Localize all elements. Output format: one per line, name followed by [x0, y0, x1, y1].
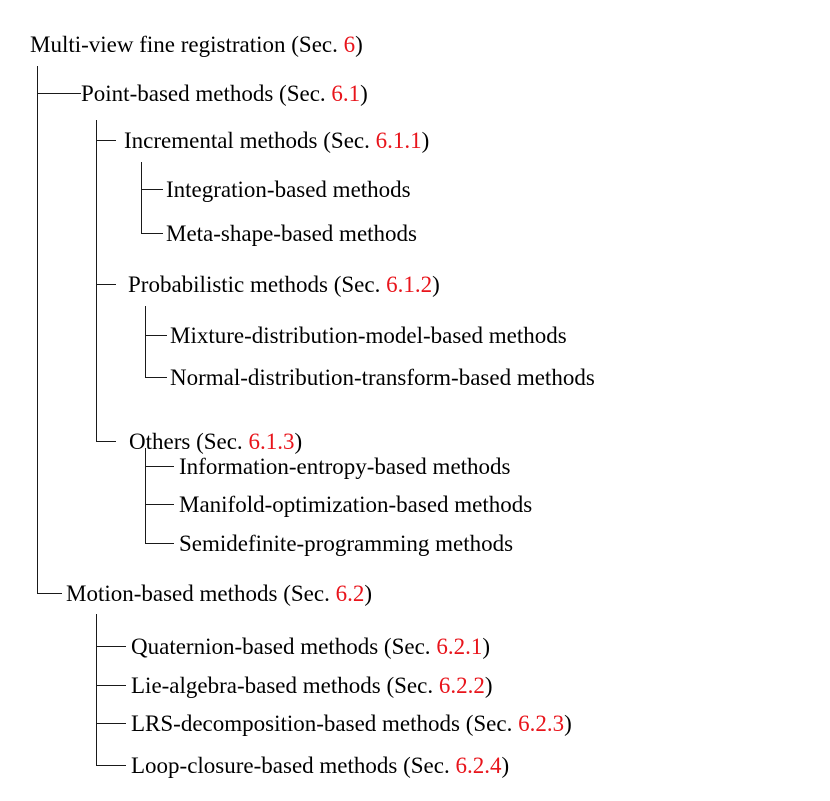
node-lrs	[131, 712, 572, 735]
node-lrs-close: )	[564, 711, 572, 736]
node-quaternion-close: )	[482, 634, 490, 659]
node-lie-algebra	[131, 674, 493, 697]
connector-point	[97, 120, 117, 442]
node-root-close: )	[355, 32, 363, 57]
node-incremental	[124, 129, 429, 152]
node-loop-closure	[131, 754, 509, 777]
node-quaternion	[131, 635, 490, 658]
node-point-based-label: Point-based methods (Sec.	[81, 81, 332, 106]
node-point-based-close: )	[360, 81, 368, 106]
node-lie-algebra-label: Lie-algebra-based methods (Sec.	[131, 673, 439, 698]
node-sdp	[179, 532, 513, 555]
node-incremental-label: Incremental methods (Sec.	[124, 128, 376, 153]
node-manifold	[179, 493, 532, 516]
connector-root	[38, 66, 63, 594]
node-point-based	[81, 82, 368, 105]
connector-incremental	[142, 162, 164, 234]
section-ref-6-2-2[interactable]: 6.2.2	[438, 673, 485, 698]
node-motion-based	[66, 582, 372, 605]
node-manifold-label: Manifold-optimization-based methods	[179, 492, 533, 517]
section-ref-6-2-3[interactable]: 6.2.3	[518, 711, 565, 736]
node-probabilistic-label: Probabilistic methods (Sec.	[128, 272, 387, 297]
node-loop-closure-close: )	[501, 753, 510, 778]
section-ref-6-2-4[interactable]: 6.2.4	[455, 753, 502, 778]
node-incremental-close: )	[421, 128, 430, 153]
node-others-label: Others (Sec.	[129, 429, 249, 454]
node-others	[129, 430, 302, 453]
node-mixture	[170, 324, 567, 347]
node-root-label: Multi-view fine registration (Sec.	[30, 32, 344, 57]
node-entropy-label: Information-entropy-based methods	[179, 454, 511, 479]
node-probabilistic	[128, 273, 440, 296]
node-sdp-label: Semidefinite-programming methods	[179, 531, 514, 556]
node-integration-label: Integration-based methods	[166, 177, 411, 202]
node-meta-shape-label: Meta-shape-based methods	[166, 221, 418, 246]
node-ndt-label: Normal-distribution-transform-based methods	[170, 365, 595, 390]
node-root	[30, 33, 363, 56]
node-loop-closure-label: Loop-closure-based methods (Sec.	[131, 753, 456, 778]
connector-probabilistic	[146, 306, 168, 378]
connector-others	[146, 448, 175, 544]
node-entropy	[179, 455, 511, 478]
section-ref-6-1-1[interactable]: 6.1.1	[375, 128, 422, 153]
connector-motion	[97, 614, 127, 766]
node-meta-shape	[166, 222, 417, 245]
node-probabilistic-close: )	[432, 272, 440, 297]
node-mixture-label: Mixture-distribution-model-based methods	[170, 323, 567, 348]
section-ref-6-2-1[interactable]: 6.2.1	[436, 634, 483, 659]
node-motion-based-close: )	[364, 581, 372, 606]
section-ref-6-2[interactable]: 6.2	[335, 581, 365, 606]
section-ref-6-1-2[interactable]: 6.1.2	[386, 272, 433, 297]
node-lrs-label: LRS-decomposition-based methods (Sec.	[131, 711, 519, 736]
node-integration	[166, 178, 411, 201]
node-others-close: )	[294, 429, 303, 454]
section-ref-6-1-3[interactable]: 6.1.3	[248, 429, 295, 454]
node-lie-algebra-close: )	[484, 673, 493, 698]
section-ref-6[interactable]: 6	[343, 32, 356, 57]
section-ref-6-1[interactable]: 6.1	[331, 81, 361, 106]
node-ndt	[170, 366, 595, 389]
node-motion-based-label: Motion-based methods (Sec.	[66, 581, 336, 606]
node-quaternion-label: Quaternion-based methods (Sec.	[131, 634, 437, 659]
